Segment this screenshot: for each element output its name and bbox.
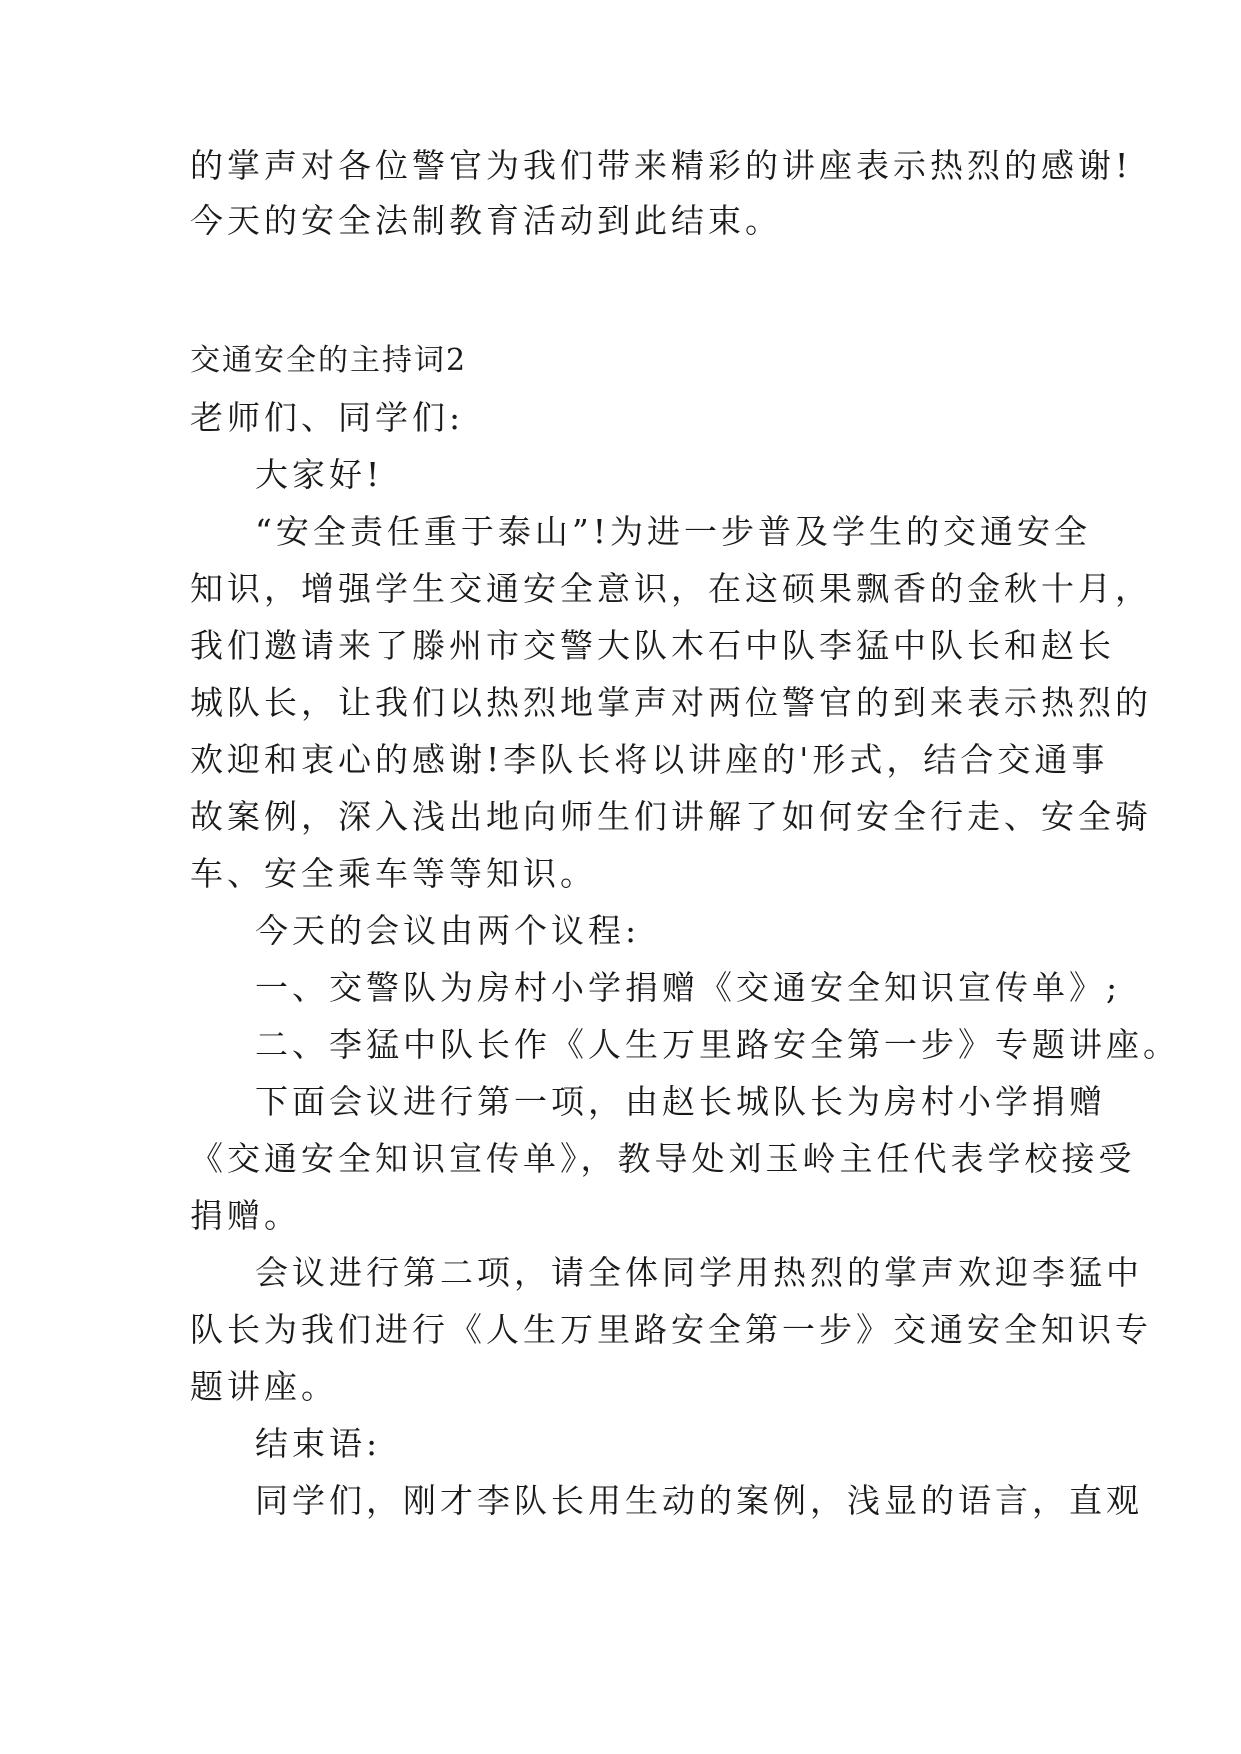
- text-line: 队长为我们进行《人生万里路安全第一步》交通安全知识专: [190, 1310, 1152, 1349]
- text-line: 捐赠。: [190, 1196, 301, 1235]
- text-line: 题讲座。: [190, 1367, 338, 1406]
- text-line: 故案例，深入浅出地向师生们讲解了如何安全行走、安全骑: [190, 797, 1152, 836]
- text-line: 今天的安全法制教育活动到此结束。: [190, 201, 782, 240]
- text-line: 同学们，刚才李队长用生动的案例，浅显的语言，直观: [255, 1481, 1143, 1520]
- text-line: 知识，增强学生交通安全意识，在这硕果飘香的金秋十月，: [190, 569, 1152, 608]
- text-line: 的掌声对各位警官为我们带来精彩的讲座表示热烈的感谢!: [190, 146, 1133, 185]
- agenda-item: 一、交警队为房村小学捐赠《交通安全知识宣传单》;: [255, 968, 1122, 1007]
- section-heading: 交通安全的主持词2: [190, 343, 468, 378]
- text-line: 《交通安全知识宣传单》，教导处刘玉岭主任代表学校接受: [190, 1139, 1136, 1178]
- text-line: 欢迎和衷心的感谢!李队长将以讲座的'形式，结合交通事: [190, 740, 1109, 779]
- text-line: 车、安全乘车等等知识。: [190, 854, 597, 893]
- agenda-item: 二、李猛中队长作《人生万里路安全第一步》专题讲座。: [255, 1025, 1180, 1064]
- text-line: 会议进行第二项，请全体同学用热烈的掌声欢迎李猛中: [255, 1253, 1143, 1292]
- text-line: 城队长，让我们以热烈地掌声对两位警官的到来表示热烈的: [190, 683, 1152, 722]
- text-line: 今天的会议由两个议程:: [255, 911, 641, 950]
- salutation: 老师们、同学们:: [190, 398, 465, 437]
- text-line: “安全责任重于泰山”!为进一步普及学生的交通安全: [255, 512, 1092, 551]
- text-line: 下面会议进行第一项，由赵长城队长为房村小学捐赠: [255, 1082, 1106, 1121]
- text-line: 结束语:: [255, 1424, 382, 1463]
- text-line: 我们邀请来了滕州市交警大队木石中队李猛中队长和赵长: [190, 626, 1115, 665]
- greeting: 大家好!: [255, 455, 384, 494]
